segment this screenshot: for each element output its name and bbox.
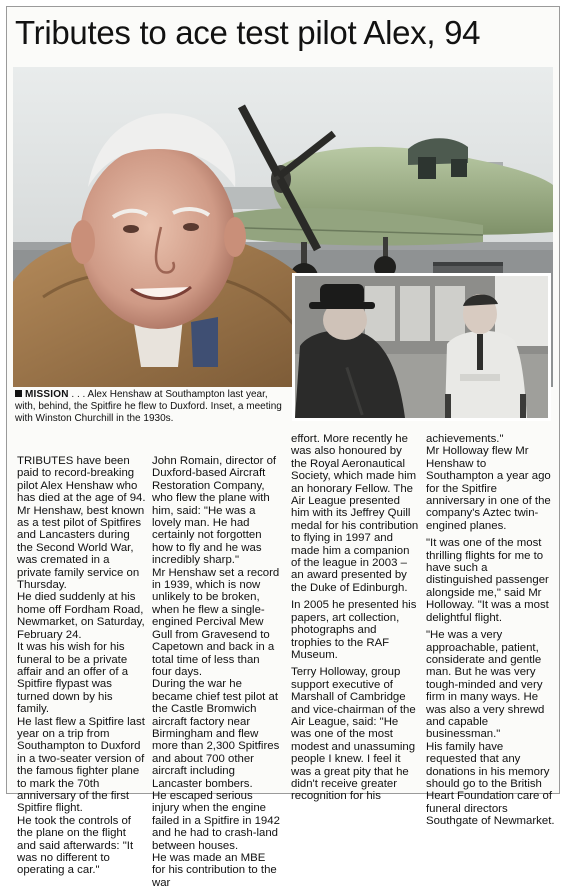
paragraph: effort. More recently he was also honoured by the Royal Aeronautical Society, which made him an honorary Fellow. The Air League presented him with its Jeffrey Quill medal for his contribution to flying in 1997 and made him a companion of the league in 2003 – an award presented by the Duke of Edinburgh. xyxy=(291,433,419,594)
paragraph: During the war he became chief test pilot at the Castle Bromwich aircraft factory near Birmingham and flew more than 2,300 Spitfires and about 700 other aircraft including Lancaster bombers. xyxy=(152,678,280,790)
inset-photo xyxy=(292,273,551,421)
article-column-2 xyxy=(152,455,281,889)
article-column-4 xyxy=(426,433,555,828)
paragraph: In 2005 he presented his papers, art collection, photographs and trophies to the RAF Museum. xyxy=(291,599,417,661)
paragraph: "He was a very approachable, patient, considerate and gentle man. But he was very tough-minded and very firm in many ways. He was also a very shrewd and capable businessman." xyxy=(426,629,545,741)
paragraph: achievements." xyxy=(426,433,504,445)
paragraph: He last flew a Spitfire last year on a trip from Southampton to Duxford in a two-seater version of the famous fighter plane to mark the 70th anniversary of the first Spitfire flight. xyxy=(17,715,145,815)
caption-square-bullet-icon xyxy=(15,390,22,397)
paragraph: John Romain, director of Duxford-based Aircraft Restoration Company, who flew the plane with him, said: "He was a lovely man. He had certainly not forgotten how to fly and he was incredibly sharp." xyxy=(152,455,277,567)
paragraph: He died suddenly at his home off Fordham Road, Newmarket, on Saturday, February 24. xyxy=(17,591,145,641)
paragraph: Terry Holloway, group support executive of Marshall of Cambridge and vice-chairman of the Air League, said: "He was one of the most modest and unassuming people I knew. I feel it was a great pity that he didn't receive greater recognition for his xyxy=(291,666,416,803)
newspaper-clipping xyxy=(6,6,560,889)
inset-photo-illustration xyxy=(295,276,548,418)
paragraph: His family have requested that any donations in his memory should go to the British Heart Foundation care of funeral directors Southgate of Newmarket. xyxy=(426,740,555,828)
paragraph: It was his wish for his funeral to be a private affair and an offer of a Spitfire flypast was turned down by his family. xyxy=(17,641,129,716)
paragraph: He took the controls of the plane on the flight and said afterwards: "It was no different to operating a car." xyxy=(17,814,134,877)
paragraph: TRIBUTES have been paid to record-breaking pilot Alex Henshaw who has died at the age of 94. xyxy=(17,455,146,505)
paragraph: He escaped serious injury when the engine failed in a Spitfire in 1942 and he had to crash-land between houses. xyxy=(152,789,280,852)
headline: Tributes to ace test pilot Alex, 94 xyxy=(15,14,481,51)
paragraph: Mr Holloway flew Mr Henshaw to Southampton a year ago for the Spitfire anniversary in one of the company's Aztec twin-engined planes. xyxy=(426,445,551,532)
photo-caption xyxy=(15,389,287,426)
caption-keyword: MISSION xyxy=(25,389,69,400)
paragraph: He was made an MBE for his contribution to the war xyxy=(152,852,277,889)
caption-text: . . . Alex Henshaw at Southampton last year, with, behind, the Spitfire he flew to Duxford. Inset, a meeting with Winston Churchill in the 1930s. xyxy=(15,389,282,425)
article-column-3 xyxy=(291,433,420,803)
paragraph: Mr Henshaw, best known as a test pilot of Spitfires and Lancasters during the Second World War, was cremated in a private family service on Thursday. xyxy=(17,504,145,592)
article-column-1 xyxy=(17,455,146,877)
paragraph: "It was one of the most thrilling flights for me to have such a distinguished passenger alongside me," said Mr Holloway. "It was a most delightful flight. xyxy=(426,537,549,624)
paragraph: Mr Henshaw set a record in 1939, which is now unlikely to be broken, when he flew a single-engined Percival Mew Gull from Gravesend to Capetown and back in a total time of less than four days. xyxy=(152,566,280,678)
